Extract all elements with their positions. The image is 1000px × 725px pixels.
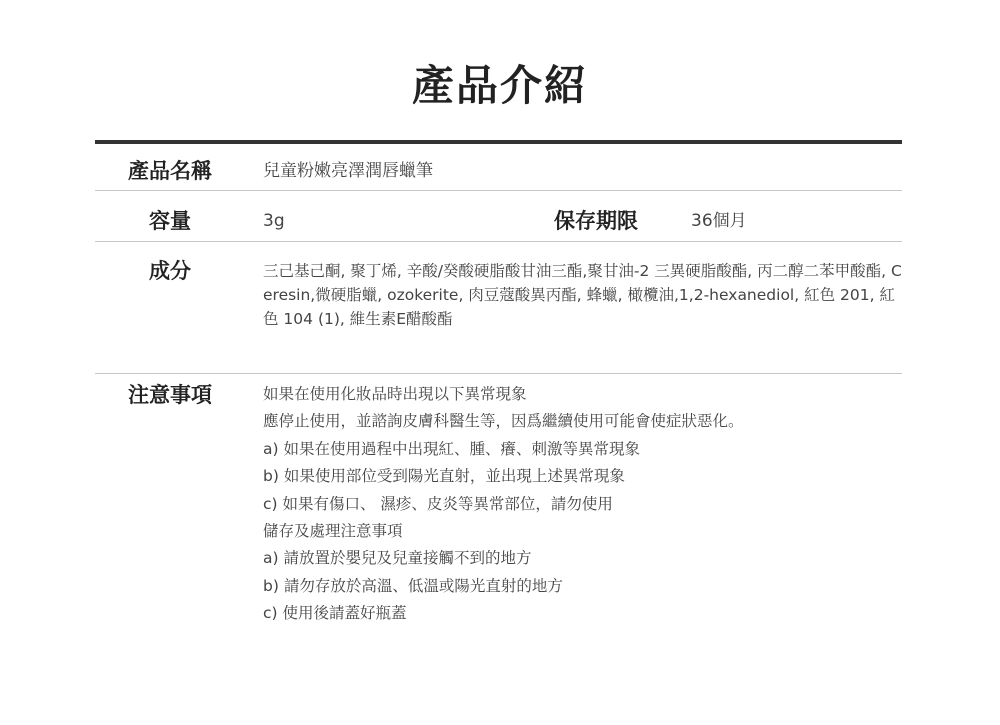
precaution-line: a) 如果在使用過程中出現紅、腫、癢、刺激等異常現象 [263,439,640,458]
precaution-line: 如果在使用化妝品時出現以下異常現象 [263,385,527,403]
page-title: 產品介紹 [411,61,588,110]
shelf-life-label: 保存期限 [554,209,638,233]
shelf-life-value: 36個月 [691,211,747,231]
product-name-value: 兒童粉嫩亮澤潤唇蠟筆 [263,161,433,181]
precaution-line: b) 如果使用部位受到陽光直射，並出現上述異常現象 [263,467,625,486]
product-name-label: 產品名稱 [128,159,212,183]
ingredients-label: 成分 [149,259,191,283]
row-divider-2 [95,241,902,242]
precaution-line: c) 如果有傷口、 濕疹、皮炎等異常部位，請勿使用 [263,494,613,513]
precaution-line: b) 請勿存放於高溫、低溫或陽光直射的地方 [263,576,563,595]
row-divider-3 [95,373,902,374]
ingredients-value: 三己基己酮, 聚丁烯, 辛酸/癸酸硬脂酸甘油三酯,聚甘油-2 三異硬脂酸酯, 丙二醇二苯甲酸酯, Ceresin,微硬脂蠟, ozokerite, 肉豆蔻酸異丙酯, 蜂蠟, 橄欖油,1,2-hexanediol, 紅色 201, 紅色 104 (1), 維生素E醋酸酯 [263,262,902,328]
precaution-line: c) 使用後請蓋好瓶蓋 [263,604,407,623]
precaution-line: 應停止使用，並諮詢皮膚科醫生等，因爲繼續使用可能會使症狀惡化。 [263,412,744,431]
capacity-label: 容量 [149,209,191,233]
row-divider-1 [95,190,902,191]
precaution-line: a) 請放置於嬰兒及兒童接觸不到的地方 [263,549,532,568]
precautions-list [263,381,744,628]
storage-heading: 儲存及處理注意事項 [263,522,403,541]
header-divider [95,140,902,144]
capacity-value: 3g [263,211,285,231]
precautions-label: 注意事項 [128,383,212,407]
